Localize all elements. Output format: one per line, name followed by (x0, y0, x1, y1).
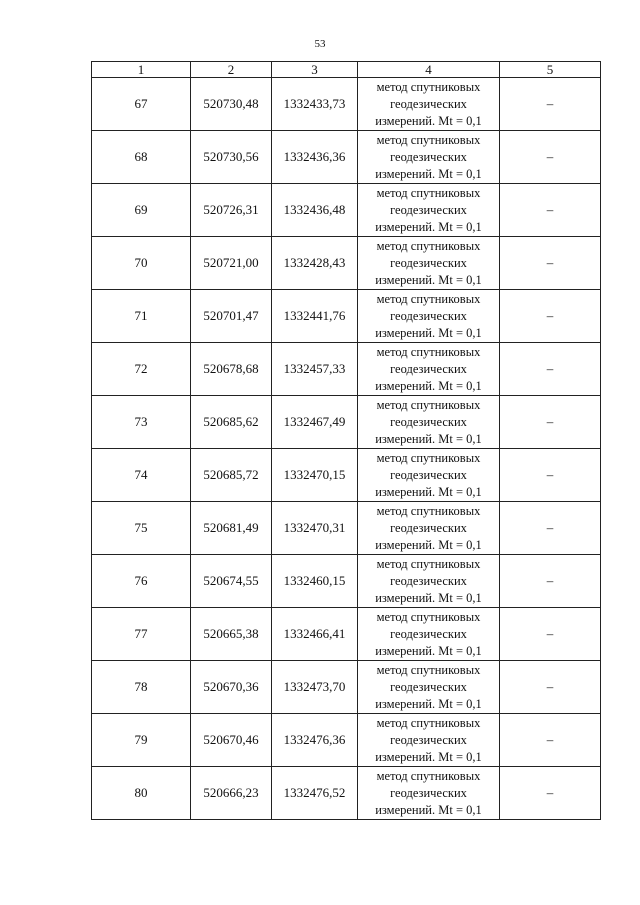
point-number-cell: 69 (92, 184, 191, 237)
point-number-cell: 80 (92, 767, 191, 820)
method-cell (358, 608, 500, 661)
note-cell: – (500, 184, 601, 237)
method-line: измерений. Mt = 0,1 (375, 484, 482, 499)
note-cell: – (500, 767, 601, 820)
note-cell: – (500, 555, 601, 608)
point-number-cell: 75 (92, 502, 191, 555)
method-cell (358, 449, 500, 502)
method-line: геодезических (390, 785, 467, 800)
method-line: измерений. Mt = 0,1 (375, 431, 482, 446)
method-line: геодезических (390, 361, 467, 376)
method-line: метод спутниковых (376, 344, 481, 359)
x-coordinate-cell: 520681,49 (191, 502, 272, 555)
table-row (92, 449, 601, 502)
page-number: 53 (314, 38, 326, 50)
method-line: измерений. Mt = 0,1 (375, 537, 482, 552)
method-line: геодезических (390, 255, 467, 270)
method-line: измерений. Mt = 0,1 (375, 166, 482, 181)
method-line: геодезических (390, 573, 467, 588)
method-cell (358, 131, 500, 184)
table-row (92, 343, 601, 396)
table-row (92, 502, 601, 555)
table-row (92, 714, 601, 767)
header-col-4: 4 (358, 62, 500, 78)
method-line: метод спутниковых (376, 556, 481, 571)
method-cell (358, 184, 500, 237)
method-line: метод спутниковых (376, 450, 481, 465)
method-line: измерений. Mt = 0,1 (375, 325, 482, 340)
method-line: измерений. Mt = 0,1 (375, 219, 482, 234)
header-col-1: 1 (92, 62, 191, 78)
note-cell: – (500, 131, 601, 184)
method-cell (358, 343, 500, 396)
point-number-cell: 74 (92, 449, 191, 502)
x-coordinate-cell: 520730,56 (191, 131, 272, 184)
method-line: метод спутниковых (376, 768, 481, 783)
y-coordinate-cell: 1332476,36 (272, 714, 358, 767)
y-coordinate-cell: 1332470,15 (272, 449, 358, 502)
note-cell: – (500, 661, 601, 714)
method-line: измерений. Mt = 0,1 (375, 272, 482, 287)
method-line: метод спутниковых (376, 79, 481, 94)
method-cell (358, 237, 500, 290)
method-line: метод спутниковых (376, 185, 481, 200)
y-coordinate-cell: 1332436,36 (272, 131, 358, 184)
x-coordinate-cell: 520670,46 (191, 714, 272, 767)
method-line: измерений. Mt = 0,1 (375, 590, 482, 605)
x-coordinate-cell: 520726,31 (191, 184, 272, 237)
point-number-cell: 79 (92, 714, 191, 767)
method-line: измерений. Mt = 0,1 (375, 802, 482, 817)
header-col-5: 5 (500, 62, 601, 78)
method-cell (358, 290, 500, 343)
method-line: геодезических (390, 520, 467, 535)
note-cell: – (500, 237, 601, 290)
method-line: измерений. Mt = 0,1 (375, 749, 482, 764)
method-line: метод спутниковых (376, 662, 481, 677)
method-line: геодезических (390, 96, 467, 111)
point-number-cell: 67 (92, 78, 191, 131)
note-cell: – (500, 608, 601, 661)
method-line: метод спутниковых (376, 238, 481, 253)
table-row (92, 290, 601, 343)
table-row (92, 78, 601, 131)
coordinates-table (91, 61, 601, 820)
method-line: метод спутниковых (376, 715, 481, 730)
point-number-cell: 72 (92, 343, 191, 396)
x-coordinate-cell: 520721,00 (191, 237, 272, 290)
method-cell (358, 396, 500, 449)
y-coordinate-cell: 1332466,41 (272, 608, 358, 661)
method-line: метод спутниковых (376, 291, 481, 306)
method-line: геодезических (390, 626, 467, 641)
x-coordinate-cell: 520670,36 (191, 661, 272, 714)
method-line: геодезических (390, 308, 467, 323)
method-cell (358, 661, 500, 714)
x-coordinate-cell: 520678,68 (191, 343, 272, 396)
y-coordinate-cell: 1332476,52 (272, 767, 358, 820)
method-line: геодезических (390, 149, 467, 164)
x-coordinate-cell: 520674,55 (191, 555, 272, 608)
method-line: измерений. Mt = 0,1 (375, 378, 482, 393)
method-line: метод спутниковых (376, 503, 481, 518)
method-line: геодезических (390, 679, 467, 694)
y-coordinate-cell: 1332441,76 (272, 290, 358, 343)
point-number-cell: 71 (92, 290, 191, 343)
y-coordinate-cell: 1332428,43 (272, 237, 358, 290)
method-line: геодезических (390, 414, 467, 429)
y-coordinate-cell: 1332467,49 (272, 396, 358, 449)
table-row (92, 608, 601, 661)
y-coordinate-cell: 1332457,33 (272, 343, 358, 396)
point-number-cell: 78 (92, 661, 191, 714)
note-cell: – (500, 714, 601, 767)
y-coordinate-cell: 1332460,15 (272, 555, 358, 608)
table-row (92, 396, 601, 449)
method-line: геодезических (390, 467, 467, 482)
x-coordinate-cell: 520665,38 (191, 608, 272, 661)
table-row (92, 555, 601, 608)
note-cell: – (500, 502, 601, 555)
point-number-cell: 70 (92, 237, 191, 290)
point-number-cell: 73 (92, 396, 191, 449)
note-cell: – (500, 396, 601, 449)
table-header-row (92, 62, 601, 78)
method-line: геодезических (390, 732, 467, 747)
x-coordinate-cell: 520666,23 (191, 767, 272, 820)
y-coordinate-cell: 1332473,70 (272, 661, 358, 714)
header-col-2: 2 (191, 62, 272, 78)
method-line: метод спутниковых (376, 609, 481, 624)
x-coordinate-cell: 520730,48 (191, 78, 272, 131)
note-cell: – (500, 343, 601, 396)
y-coordinate-cell: 1332470,31 (272, 502, 358, 555)
method-cell (358, 78, 500, 131)
method-cell (358, 767, 500, 820)
point-number-cell: 76 (92, 555, 191, 608)
point-number-cell: 77 (92, 608, 191, 661)
note-cell: – (500, 290, 601, 343)
table-row (92, 237, 601, 290)
method-line: метод спутниковых (376, 397, 481, 412)
method-line: геодезических (390, 202, 467, 217)
table-row (92, 184, 601, 237)
method-cell (358, 714, 500, 767)
method-cell (358, 502, 500, 555)
y-coordinate-cell: 1332436,48 (272, 184, 358, 237)
method-line: метод спутниковых (376, 132, 481, 147)
header-col-3: 3 (272, 62, 358, 78)
table-row (92, 767, 601, 820)
y-coordinate-cell: 1332433,73 (272, 78, 358, 131)
method-line: измерений. Mt = 0,1 (375, 113, 482, 128)
table-row (92, 131, 601, 184)
table-body (92, 78, 601, 820)
note-cell: – (500, 449, 601, 502)
method-line: измерений. Mt = 0,1 (375, 696, 482, 711)
method-cell (358, 555, 500, 608)
method-line: измерений. Mt = 0,1 (375, 643, 482, 658)
table-row (92, 661, 601, 714)
x-coordinate-cell: 520685,72 (191, 449, 272, 502)
x-coordinate-cell: 520685,62 (191, 396, 272, 449)
point-number-cell: 68 (92, 131, 191, 184)
note-cell: – (500, 78, 601, 131)
x-coordinate-cell: 520701,47 (191, 290, 272, 343)
